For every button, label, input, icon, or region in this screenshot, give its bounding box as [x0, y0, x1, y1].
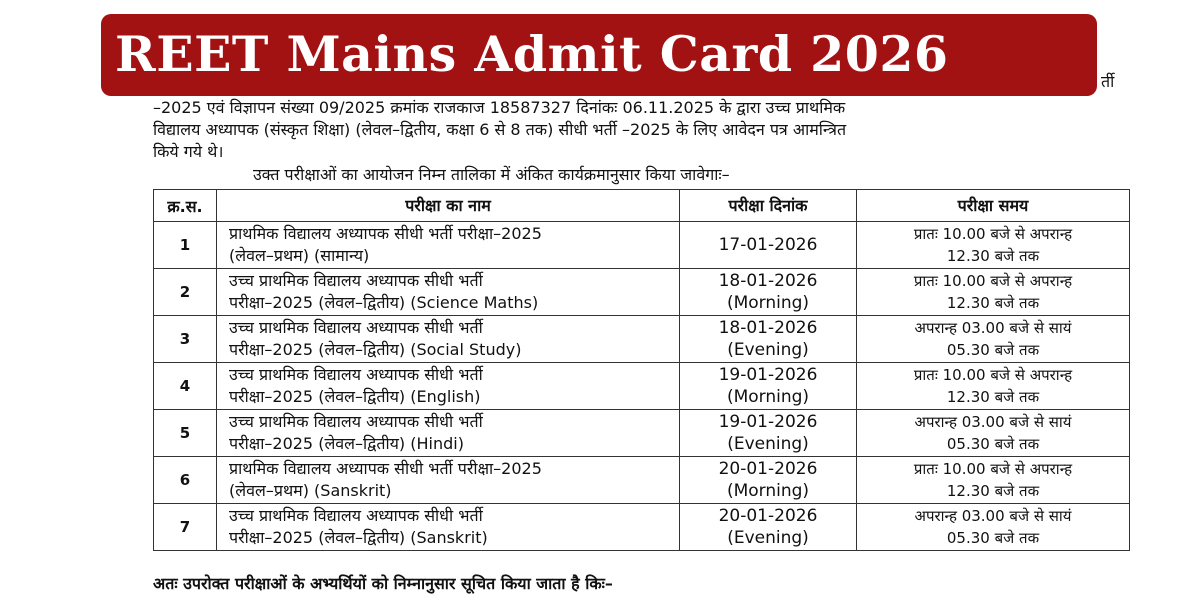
table-header-row [154, 190, 1130, 222]
table-row [154, 269, 1130, 316]
table-row [154, 363, 1130, 410]
exam-date: 19-01-2026 [718, 365, 818, 385]
exam-time-line-2: 12.30 बजे तक [946, 482, 1040, 500]
exam-time-line-2: 12.30 बजे तक [946, 247, 1040, 265]
serial-number-cell: 4 [154, 363, 217, 410]
exam-shift: (Evening) [727, 434, 809, 454]
exam-time-line-2: 05.30 बजे तक [946, 529, 1040, 547]
exam-time-line-1: प्रातः 10.00 बजे से अपरान्ह [913, 460, 1073, 478]
serial-number-cell: 2 [154, 269, 217, 316]
exam-time-line-2: 12.30 बजे तक [946, 294, 1040, 312]
exam-date-cell [680, 504, 857, 551]
exam-date: 17-01-2026 [718, 235, 818, 255]
exam-name-cell [217, 410, 680, 457]
exam-name-line-2: परीक्षा–2025 (लेवल–द्वितीय) (Social Study) [229, 340, 522, 359]
intro-text-fragment: र्ती [1101, 72, 1115, 91]
exam-shift: (Evening) [727, 528, 809, 548]
exam-date: 18-01-2026 [718, 271, 818, 291]
exam-shift: (Evening) [727, 340, 809, 360]
exam-name-cell [217, 316, 680, 363]
exam-time-cell [857, 316, 1130, 363]
exam-time-cell [857, 222, 1130, 269]
exam-date-cell [680, 269, 857, 316]
exam-name-line-1: उच्च प्राथमिक विद्यालय अध्यापक सीधी भर्ती [229, 271, 483, 290]
exam-time-line-1: अपरान्ह 03.00 बजे से सायं [914, 413, 1072, 431]
exam-name-line-2: परीक्षा–2025 (लेवल–द्वितीय) (Sanskrit) [229, 528, 488, 547]
title-banner [101, 14, 1097, 96]
exam-name-line-1: उच्च प्राथमिक विद्यालय अध्यापक सीधी भर्ती [229, 318, 483, 337]
exam-time-line-1: प्रातः 10.00 बजे से अपरान्ह [913, 272, 1073, 290]
exam-name-cell [217, 504, 680, 551]
exam-name-cell [217, 457, 680, 504]
exam-name-line-2: (लेवल–प्रथम) (सामान्य) [229, 246, 370, 265]
table-row [154, 222, 1130, 269]
intro-line-4: उक्त परीक्षाओं का आयोजन निम्न तालिका में अंकित कार्यक्रमानुसार किया जावेगाः– [253, 165, 730, 184]
exam-time-line-2: 05.30 बजे तक [946, 435, 1040, 453]
exam-shift: (Morning) [726, 387, 810, 407]
exam-date: 18-01-2026 [718, 318, 818, 338]
exam-time-line-1: अपरान्ह 03.00 बजे से सायं [914, 507, 1072, 525]
exam-name-line-1: उच्च प्राथमिक विद्यालय अध्यापक सीधी भर्ती [229, 506, 483, 525]
serial-number-cell: 7 [154, 504, 217, 551]
exam-time-line-1: प्रातः 10.00 बजे से अपरान्ह [913, 366, 1073, 384]
intro-line-1: –2025 एवं विज्ञापन संख्या 09/2025 क्रमांक राजकाज 18587327 दिनांकः 06.11.2025 के द्वारा उच्च प्राथमिक [153, 98, 846, 117]
exam-name-line-2: परीक्षा–2025 (लेवल–द्वितीय) (Hindi) [229, 434, 464, 453]
exam-time-line-2: 12.30 बजे तक [946, 388, 1040, 406]
header-serial-number: क्र.स. [154, 190, 217, 222]
exam-time-line-1: प्रातः 10.00 बजे से अपरान्ह [913, 225, 1073, 243]
exam-name-cell [217, 363, 680, 410]
table-row [154, 316, 1130, 363]
exam-date-cell [680, 363, 857, 410]
header-exam-time: परीक्षा समय [857, 190, 1130, 222]
exam-time-cell [857, 457, 1130, 504]
exam-name-line-2: परीक्षा–2025 (लेवल–द्वितीय) (Science Maths) [229, 293, 539, 312]
exam-date: 20-01-2026 [718, 459, 818, 479]
exam-date: 19-01-2026 [718, 412, 818, 432]
exam-time-line-1: अपरान्ह 03.00 बजे से सायं [914, 319, 1072, 337]
table-row [154, 504, 1130, 551]
exam-name-cell [217, 222, 680, 269]
exam-date-cell [680, 457, 857, 504]
exam-name-line-1: प्राथमिक विद्यालय अध्यापक सीधी भर्ती परीक्षा–2025 [229, 224, 542, 243]
exam-date: 20-01-2026 [718, 506, 818, 526]
header-exam-date: परीक्षा दिनांक [680, 190, 857, 222]
exam-shift: (Morning) [726, 481, 810, 501]
intro-line-3: किये गये थे। [153, 142, 224, 161]
exam-date-cell [680, 410, 857, 457]
exam-name-line-1: प्राथमिक विद्यालय अध्यापक सीधी भर्ती परीक्षा–2025 [229, 459, 542, 478]
exam-date-cell [680, 222, 857, 269]
serial-number-cell: 3 [154, 316, 217, 363]
serial-number-cell: 6 [154, 457, 217, 504]
table-row [154, 457, 1130, 504]
page-title: REET Mains Admit Card 2026 [115, 25, 949, 83]
exam-name-line-1: उच्च प्राथमिक विद्यालय अध्यापक सीधी भर्ती [229, 412, 483, 431]
exam-time-line-2: 05.30 बजे तक [946, 341, 1040, 359]
exam-time-cell [857, 363, 1130, 410]
serial-number-cell: 1 [154, 222, 217, 269]
exam-name-line-2: परीक्षा–2025 (लेवल–द्वितीय) (English) [229, 387, 481, 406]
exam-name-line-2: (लेवल–प्रथम) (Sanskrit) [229, 481, 392, 500]
footer-note: अतः उपरोक्त परीक्षाओं के अभ्यर्थियों को निम्नानुसार सूचित किया जाता है किः– [153, 574, 613, 593]
exam-shift: (Morning) [726, 293, 810, 313]
exam-schedule-table [153, 189, 1130, 551]
header-exam-name: परीक्षा का नाम [217, 190, 680, 222]
exam-date-cell [680, 316, 857, 363]
table-row [154, 410, 1130, 457]
exam-time-cell [857, 410, 1130, 457]
exam-time-cell [857, 504, 1130, 551]
serial-number-cell: 5 [154, 410, 217, 457]
intro-line-2: विद्यालय अध्यापक (संस्कृत शिक्षा) (लेवल–द्वितीय, कक्षा 6 से 8 तक) सीधी भर्ती –2025 के लिए आवेदन पत्र आमन्त्रित [153, 120, 847, 139]
exam-name-line-1: उच्च प्राथमिक विद्यालय अध्यापक सीधी भर्ती [229, 365, 483, 384]
exam-name-cell [217, 269, 680, 316]
exam-time-cell [857, 269, 1130, 316]
